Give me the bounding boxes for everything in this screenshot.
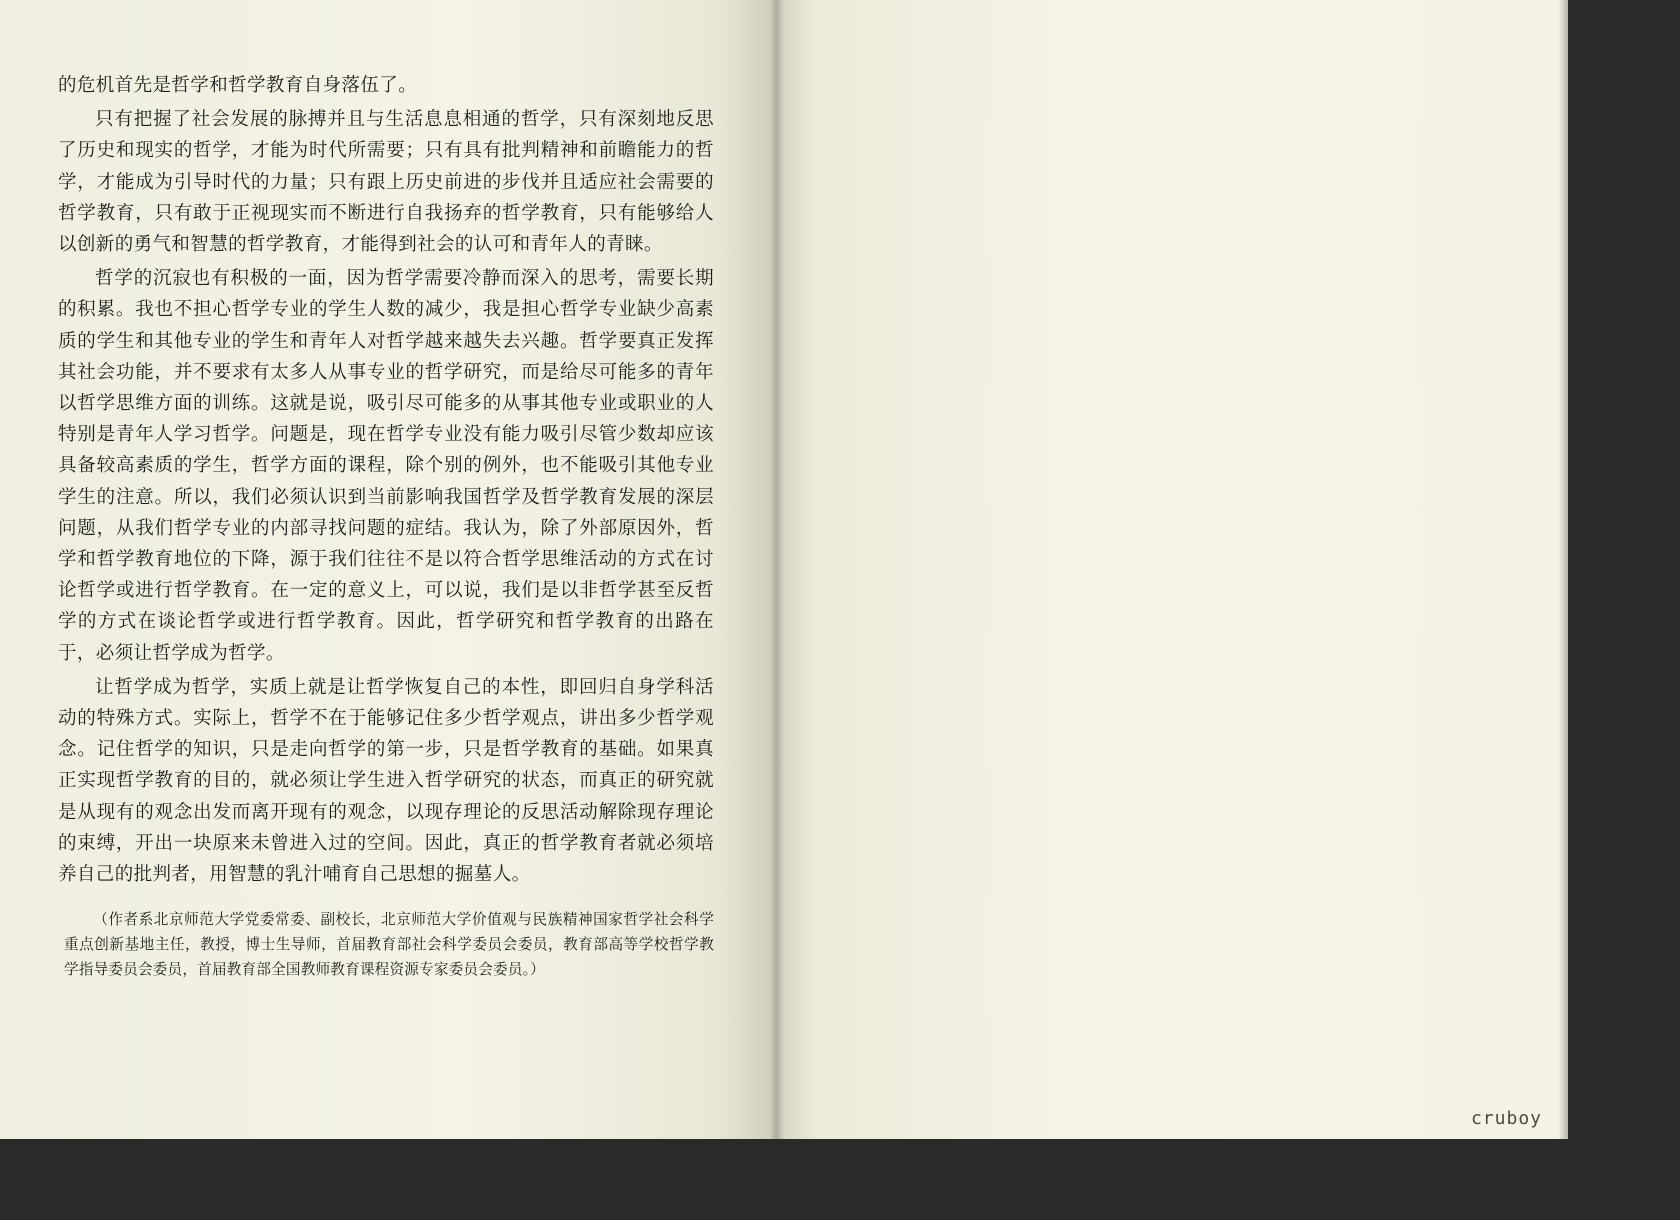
author-note: （作者系北京师范大学党委常委、副校长，北京师范大学价值观与民族精神国家哲学社会科学重点创新基地主任，教授，博士生导师，首届教育部社会科学委员会委员，教育部高等学校哲学教学指导委员会委员，首届教育部全国教师教育课程资源专家委员会委员。） [64,911,714,978]
right-page [776,0,1568,1139]
paragraph: 哲学的沉寂也有积极的一面，因为哲学需要冷静而深入的思考，需要长期的积累。我也不担心哲学专业的学生人数的减少，我是担心哲学专业缺少高素质的学生和其他专业的学生和青年人对哲学越来越失去兴趣。哲学要真正发挥其社会功能，并不要求有太多人从事专业的哲学研究，而是给尽可能多的青年以哲学思维方面的训练。这就是说，吸引尽可能多的从事其他专业或职业的人特别是青年人学习哲学。问题是，现在哲学专业没有能力吸引尽管少数却应该具备较高素质的学生，哲学方面的课程，除个别的例外，也不能吸引其他专业学生的注意。所以，我们必须认识到当前影响我国哲学及哲学教育发展的深层问题，从我们哲学专业的内部寻找问题的症结。我认为，除了外部原因外，哲学和哲学教育地位的下降，源于我们往往不是以符合哲学思维活动的方式在讨论哲学或进行哲学教育。在一定的意义上，可以说，我们是以非哲学甚至反哲学的方式在谈论哲学或进行哲学教育。因此，哲学研究和哲学教育的出路在于，必须让哲学成为哲学。 [58,268,714,664]
page-edge-shadow [1558,0,1568,1139]
left-page [0,0,776,1139]
paragraph: 只有把握了社会发展的脉搏并且与生活息息相通的哲学，只有深刻地反思了历史和现实的哲学，才能为时代所需要；只有具有批判精神和前瞻能力的哲学，才能成为引导时代的力量；只有跟上历史前进的步伐并且适应社会需要的哲学教育，只有敢于正视现实而不断进行自我扬弃的哲学教育，只有能够给人以创新的勇气和智慧的哲学教育，才能得到社会的认可和青年人的青睐。 [58,109,714,256]
paragraph: 的危机首先是哲学和哲学教育自身落伍了。 [58,75,418,96]
left-page-body [58,70,714,890]
watermark: cruboy [1470,1108,1542,1129]
paragraph: 让哲学成为哲学，实质上就是让哲学恢复自己的本性，即回归自身学科活动的特殊方式。实际上，哲学不在于能够记住多少哲学观点，讲出多少哲学观念。记住哲学的知识，只是走向哲学的第一步，只是哲学教育的基础。如果真正实现哲学教育的目的，就必须让学生进入哲学研究的状态，而真正的研究就是从现有的观念出发而离开现有的观念，以现存理论的反思活动解除现存理论的束缚，开出一块原来未曾进入过的空间。因此，真正的哲学教育者就必须培养自己的批判者，用智慧的乳汁哺育自己思想的掘墓人。 [58,676,714,886]
